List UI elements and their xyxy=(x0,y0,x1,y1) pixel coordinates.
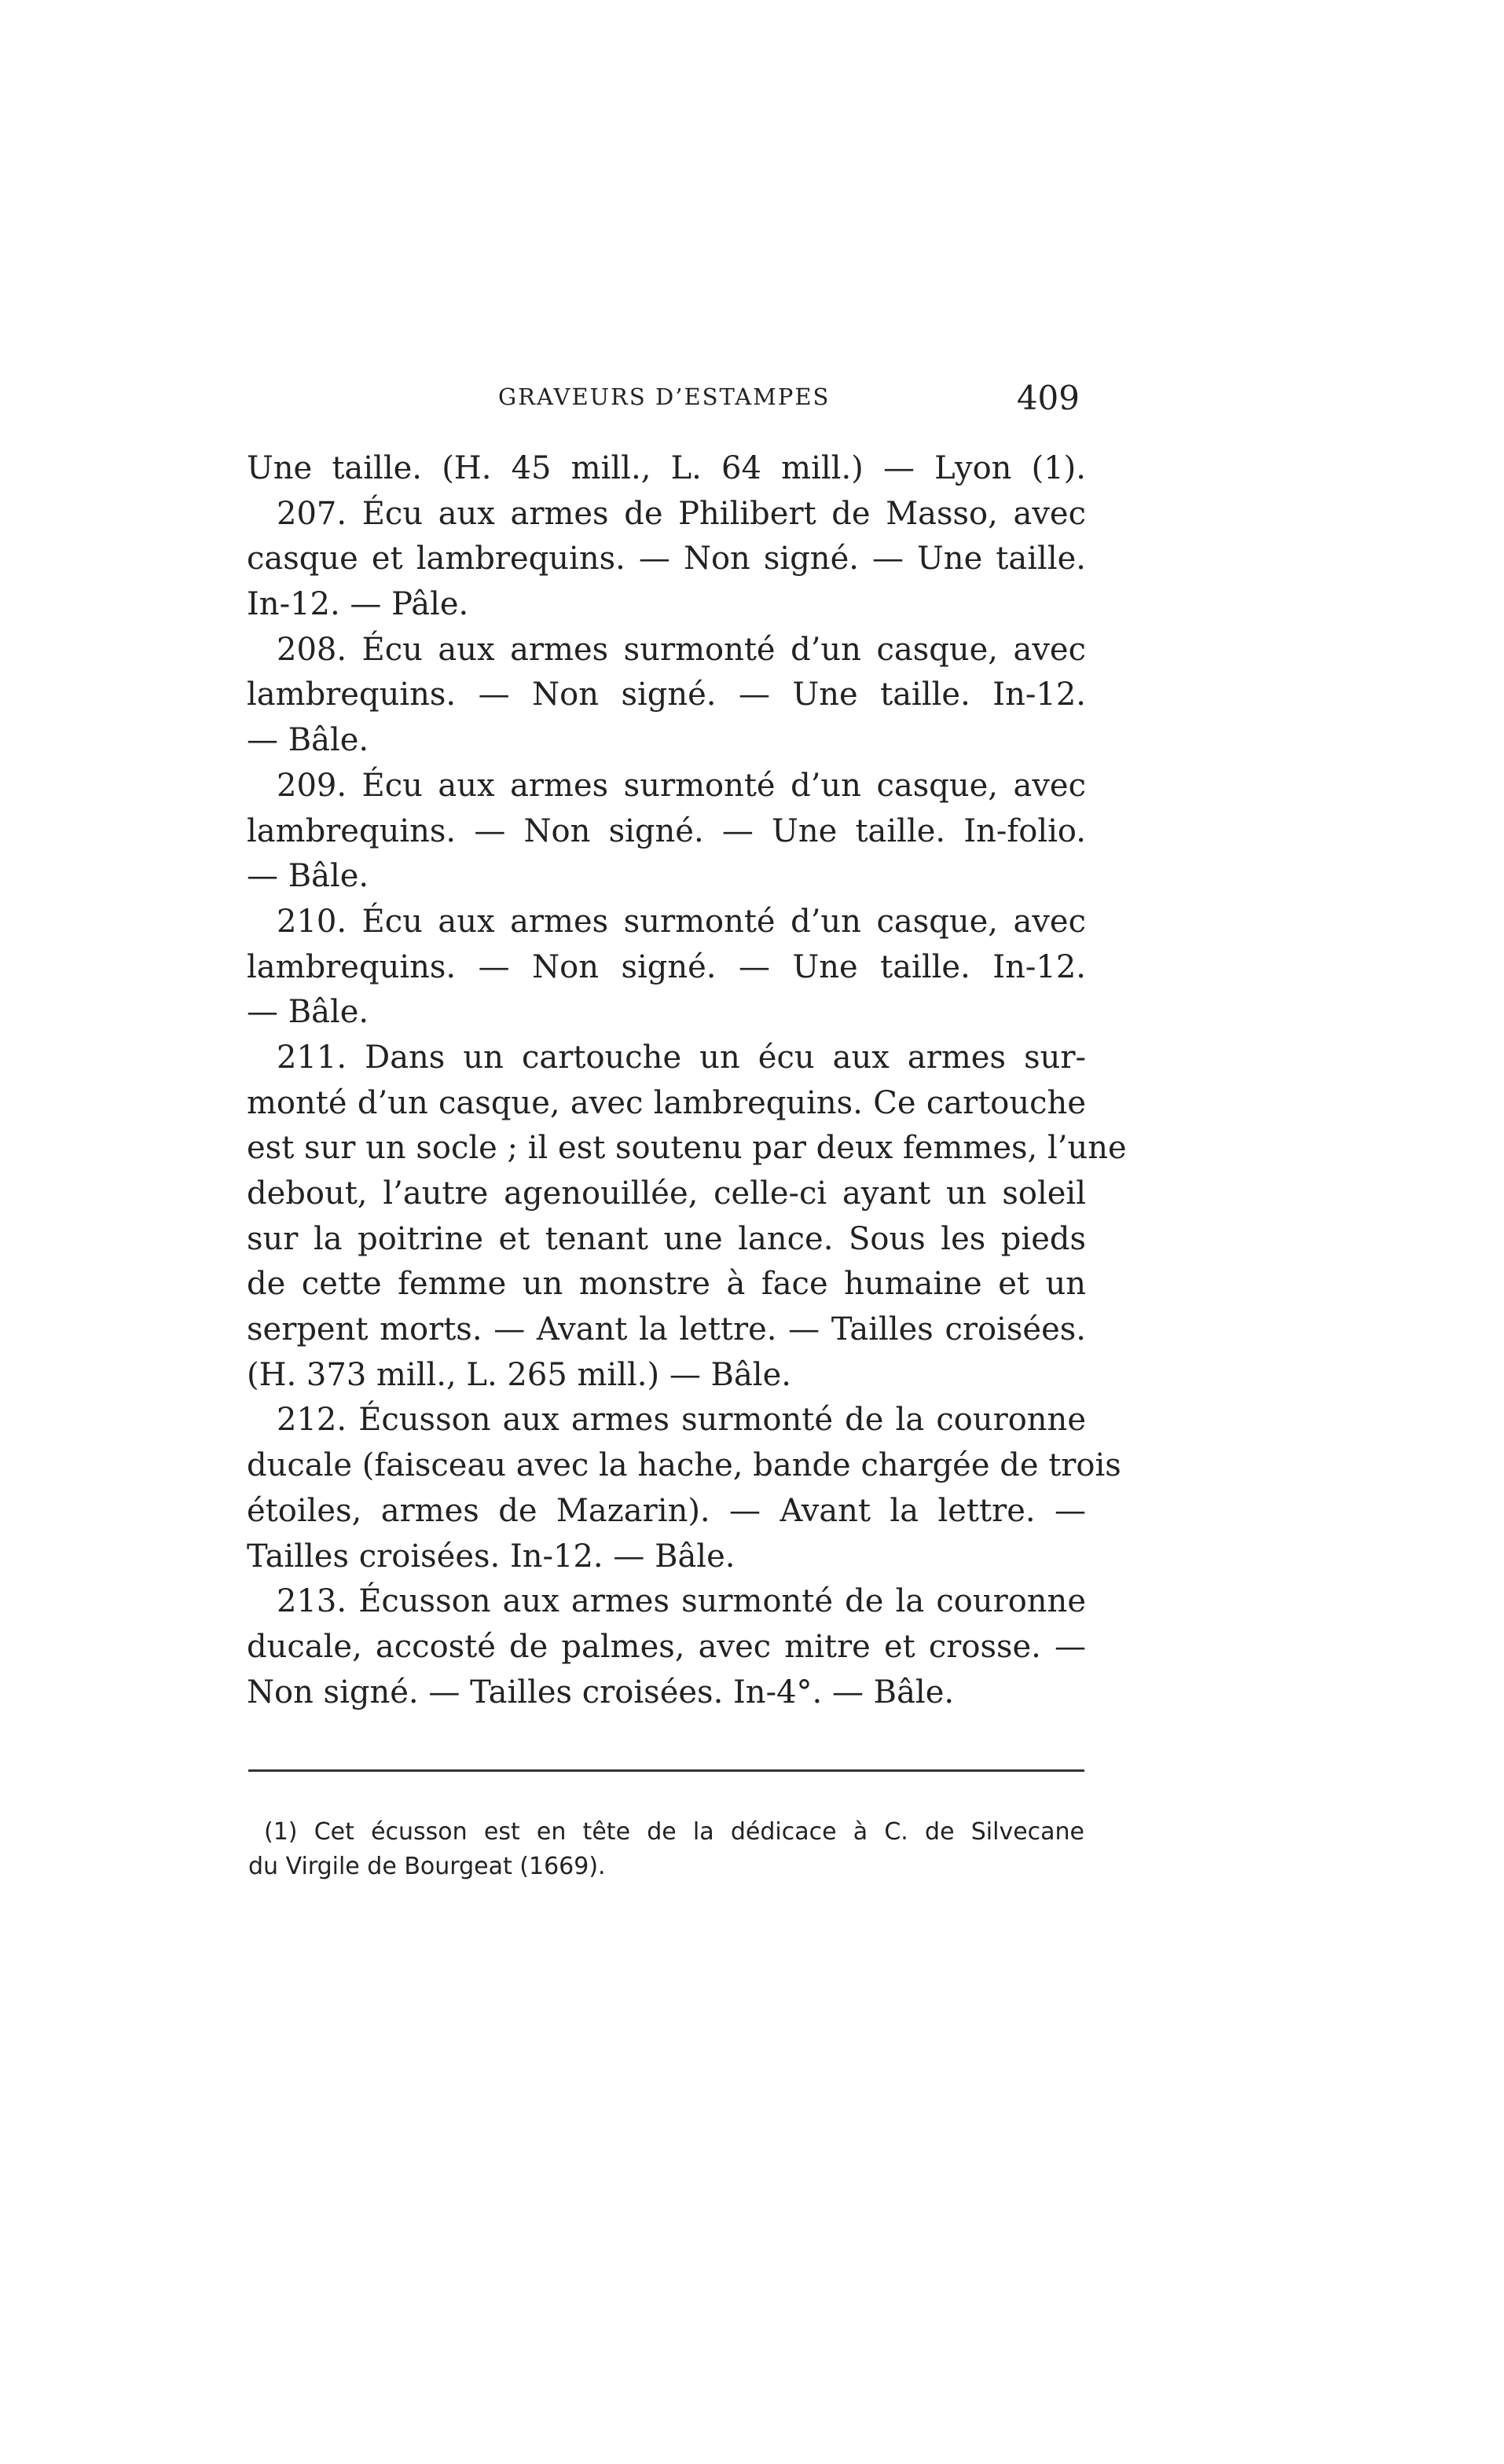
text-line: Tailles croisées. In-12. — Bâle. xyxy=(247,1538,735,1575)
text-line: — Bâle. xyxy=(247,858,369,895)
text-line: sur la poitrine et tenant une lance. Sous les pieds xyxy=(247,1220,1086,1257)
text-line: — Bâle. xyxy=(247,722,369,759)
text-line: 207. Écu aux armes de Philibert de Masso, avec xyxy=(277,495,1086,532)
text-line: casque et lambrequins. — Non signé. — Une taille. xyxy=(247,541,1086,578)
text-line: debout, l’autre agenouillée, celle-ci ayant un soleil xyxy=(247,1175,1086,1212)
text-line: 209. Écu aux armes surmonté d’un casque, avec xyxy=(277,767,1086,804)
text-line: Non signé. — Tailles croisées. In-4°. — Bâle. xyxy=(247,1674,955,1710)
text-line: 208. Écu aux armes surmonté d’un casque, avec xyxy=(277,631,1086,668)
text-line: — Bâle. xyxy=(247,994,369,1031)
text-line: ducale, accosté de palmes, avec mitre et crosse. — xyxy=(247,1628,1086,1665)
running-title: GRAVEURS D’ESTAMPES xyxy=(498,383,831,410)
text-line: serpent morts. — Avant la lettre. — Tailles croisées. xyxy=(247,1311,1086,1348)
text-line: lambrequins. — Non signé. — Une taille. In-12. xyxy=(247,948,1086,985)
text-line: de cette femme un monstre à face humaine et un xyxy=(247,1266,1086,1303)
footnote-divider xyxy=(248,1769,1084,1772)
text-line: ducale (faisceau avec la hache, bande chargée de trois xyxy=(247,1447,1121,1484)
footnote-line: du Virgile de Bourgeat (1669). xyxy=(248,1853,606,1880)
text-line: lambrequins. — Non signé. — Une taille. In-12. xyxy=(247,676,1086,713)
page-number: 409 xyxy=(1016,379,1080,417)
text-line: 212. Écusson aux armes surmonté de la couronne xyxy=(277,1402,1086,1439)
text-line: étoiles, armes de Mazarin). — Avant la lettre. — xyxy=(247,1492,1086,1529)
catalogue-entries xyxy=(247,446,1127,1715)
text-line: (H. 373 mill., L. 265 mill.) — Bâle. xyxy=(247,1356,791,1393)
footnote xyxy=(248,1815,1084,1884)
text-line: est sur un socle ; il est soutenu par deux femmes, l’une xyxy=(247,1130,1127,1167)
text-line: 211. Dans un cartouche un écu aux armes sur- xyxy=(277,1039,1086,1076)
text-line: 213. Écusson aux armes surmonté de la couronne xyxy=(277,1583,1086,1620)
text-line: lambrequins. — Non signé. — Une taille. In-folio. xyxy=(247,812,1086,849)
text-line: In-12. — Pâle. xyxy=(247,586,469,623)
text-line: Une taille. (H. 45 mill., L. 64 mill.) — Lyon (1). xyxy=(247,450,1086,486)
text-line: 210. Écu aux armes surmonté d’un casque, avec xyxy=(277,903,1086,940)
footnote-line: (1) Cet écusson est en tête de la dédicace à C. de Silvecane xyxy=(264,1818,1084,1846)
page-header xyxy=(247,379,1086,423)
text-line: monté d’un casque, avec lambrequins. Ce cartouche xyxy=(247,1084,1086,1121)
